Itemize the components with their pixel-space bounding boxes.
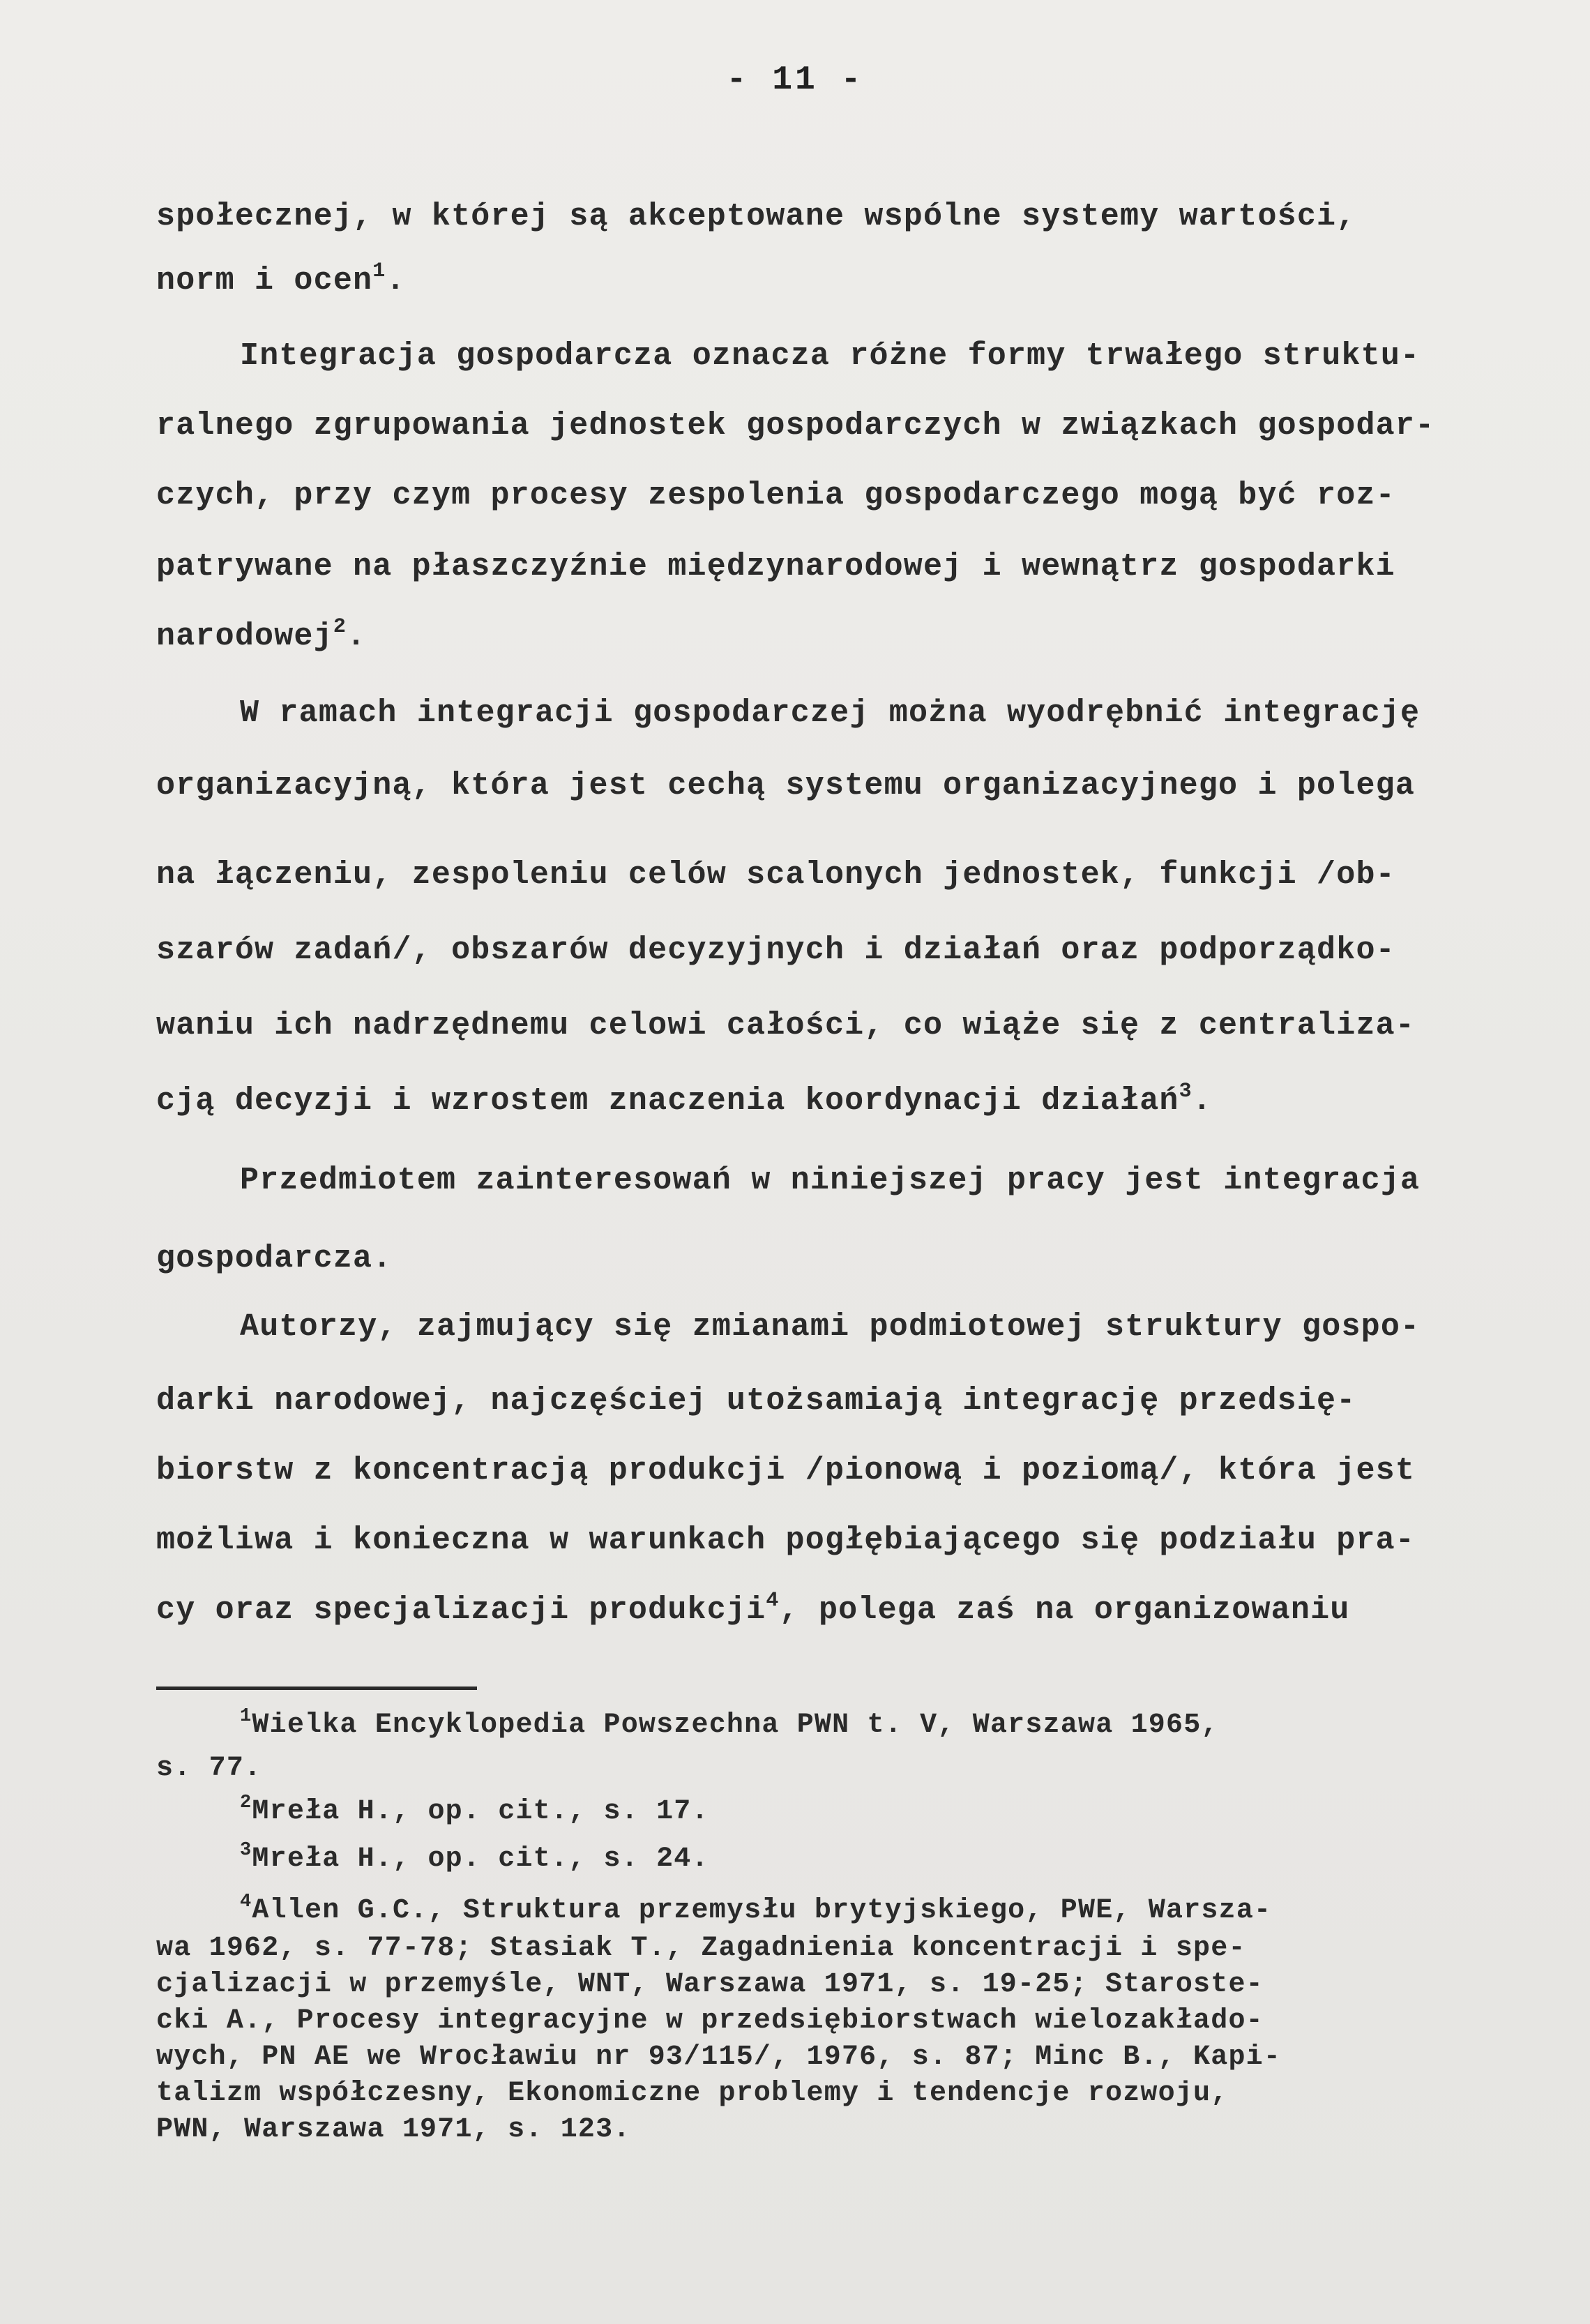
footnote-ref: 2 xyxy=(333,615,347,639)
footnote-line: cjalizacji w przemyśle, WNT, Warszawa 1971, s. 19-25; Staroste- xyxy=(156,1969,1264,2000)
footnote-line: s. 77. xyxy=(156,1753,262,1784)
footnote-number: 1 xyxy=(240,1706,252,1727)
footnote: $^1$Wielka Encyklopedia Powszechna PWN t. V, Warszawa 1965, xyxy=(240,1706,1219,1741)
page-number: - 11 - xyxy=(726,61,864,99)
footnote-line: wa 1962, s. 77-78; Stasiak T., Zagadnienia koncentracji i spe- xyxy=(156,1933,1246,1964)
footnote-line: PWN, Warszawa 1971, s. 123. xyxy=(156,2114,631,2145)
footnote-number: 2 xyxy=(240,1793,252,1813)
body-line: szarów zadań/, obszarów decyzyjnych i działań oraz podporządko- xyxy=(156,933,1395,968)
body-line: patrywane na płaszczyźnie międzynarodowej i wewnątrz gospodarki xyxy=(156,549,1395,584)
footnote-line: wych, PN AE we Wrocławiu nr 93/115/, 1976, s. 87; Minc B., Kapi- xyxy=(156,2042,1282,2073)
footnote-ref: 1 xyxy=(372,259,386,283)
body-line: darki narodowej, najczęściej utożsamiają integrację przedsię- xyxy=(156,1383,1356,1419)
footnote: $^4$Allen G.C., Struktura przemysłu brytyjskiego, PWE, Warsza- xyxy=(240,1892,1272,1926)
body-line: biorstw z koncentracją produkcji /pionową i poziomą/, która jest xyxy=(156,1453,1416,1488)
body-line: Autorzy, zajmujący się zmianami podmiotowej struktury gospo- xyxy=(240,1309,1421,1345)
footnote-line: talizm współczesny, Ekonomiczne problemy i tendencje rozwoju, xyxy=(156,2078,1229,2109)
footnote: $^3$Mreła H., op. cit., s. 24. xyxy=(240,1840,709,1875)
body-line: ralnego zgrupowania jednostek gospodarczych w związkach gospodar- xyxy=(156,408,1435,444)
body-line: gospodarcza. xyxy=(156,1241,393,1276)
footnote-line: cki A., Procesy integracyjne w przedsiębiorstwach wielozakłado- xyxy=(156,2005,1264,2037)
body-line: organizacyjną, która jest cechą systemu organizacyjnego i polega xyxy=(156,768,1416,803)
body-line: waniu ich nadrzędnemu celowi całości, co wiąże się z centraliza- xyxy=(156,1008,1416,1043)
footnote: $^2$Mreła H., op. cit., s. 17. xyxy=(240,1793,709,1827)
footnote-separator xyxy=(156,1687,477,1690)
body-line: czych, przy czym procesy zespolenia gospodarczego mogą być roz- xyxy=(156,478,1395,513)
body-line: możliwa i konieczna w warunkach pogłębiającego się podziału pra- xyxy=(156,1523,1416,1558)
body-line: cy oraz specjalizacji produkcji$^4$, polega zaś na organizowaniu xyxy=(156,1589,1350,1628)
body-line: społecznej, w której są akceptowane wspólne systemy wartości, xyxy=(156,199,1356,234)
body-line: Integracja gospodarcza oznacza różne formy trwałego struktu- xyxy=(240,338,1421,374)
footnote-number: 3 xyxy=(240,1840,252,1861)
body-line: cją decyzji i wzrostem znaczenia koordynacji działań$^3$. xyxy=(156,1080,1213,1119)
footnote-ref: 4 xyxy=(766,1589,780,1613)
body-line: narodowej$^2$. xyxy=(156,615,367,654)
body-line: na łączeniu, zespoleniu celów scalonych jednostek, funkcji /ob- xyxy=(156,857,1395,893)
footnote-number: 4 xyxy=(240,1892,252,1912)
body-line: Przedmiotem zainteresowań w niniejszej pracy jest integracja xyxy=(240,1163,1421,1198)
footnote-ref: 3 xyxy=(1179,1080,1192,1103)
body-line: W ramach integracji gospodarczej można wyodrębnić integrację xyxy=(240,695,1421,731)
body-line: norm i ocen$^1$. xyxy=(156,259,406,299)
